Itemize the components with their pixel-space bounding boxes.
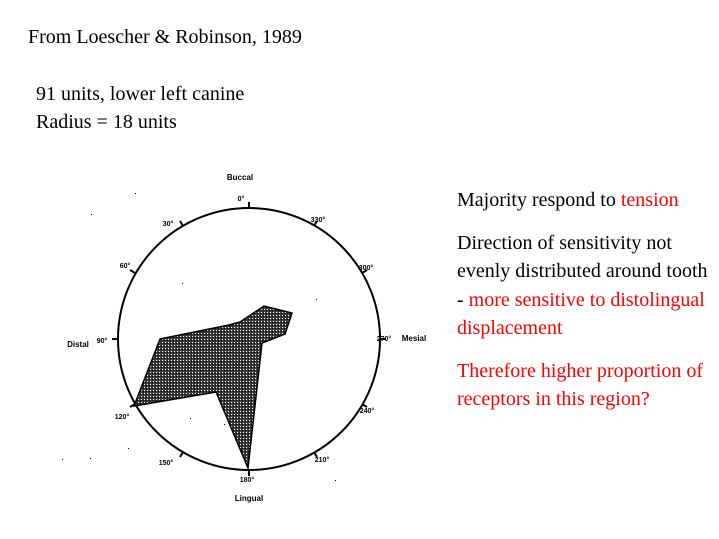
note-tension-text: Majority respond to [457, 189, 616, 211]
angle-label-210: 210° [314, 457, 330, 464]
note-direction-highlight: more sensitive to distolingual displacement [457, 288, 705, 339]
radius-label: Radius = 18 units [36, 111, 177, 133]
note-tension-highlight: tension [620, 189, 679, 211]
angle-label-180: 180° [239, 477, 255, 484]
plot-metadata [36, 80, 244, 136]
angle-label-30: 30° [162, 221, 174, 228]
direction-label-right: Mesial [401, 334, 427, 343]
angle-label-150: 150° [158, 460, 174, 467]
citation: From Loescher & Robinson, 1989 [28, 26, 302, 48]
angle-label-120: 120° [114, 414, 130, 421]
note-direction [457, 229, 712, 343]
note-conclusion: Therefore higher proportion of receptors in this region? [457, 359, 704, 410]
direction-label-bottom: Lingual [234, 494, 264, 503]
notes-panel [457, 186, 712, 428]
note-direction-text: Direction of sensitivity not evenly distributed around tooth - [457, 231, 708, 311]
angle-label-90: 90° [96, 338, 108, 345]
angle-label-300: 300° [358, 265, 374, 272]
direction-label-left: Distal [67, 340, 89, 349]
polar-sensitivity-plot [55, 165, 440, 510]
angle-label-270: 270° [376, 336, 392, 343]
note-tension [457, 186, 712, 215]
sensitivity-polygon [134, 306, 292, 468]
direction-label-top: Buccal [226, 173, 254, 182]
angle-label-0: 0° [237, 196, 245, 203]
units-label: 91 units, lower left canine [36, 83, 245, 105]
angle-label-330: 330° [310, 217, 326, 224]
angle-label-240: 240° [359, 408, 375, 415]
angle-label-60: 60° [119, 263, 131, 270]
